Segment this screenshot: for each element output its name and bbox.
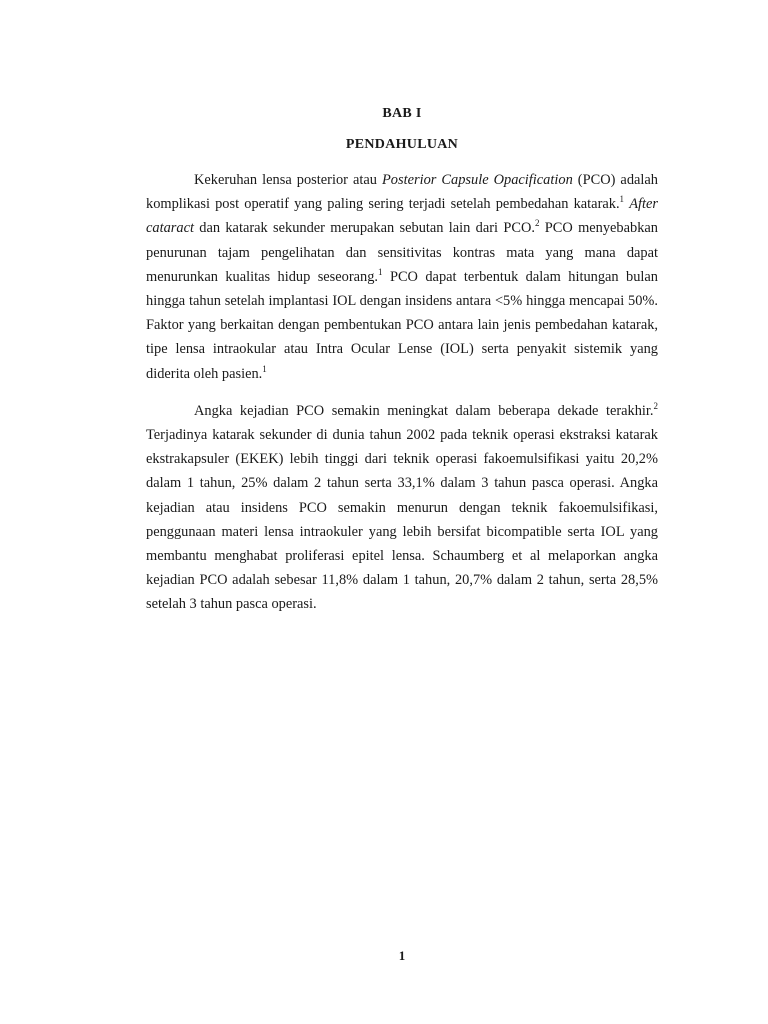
chapter-title: PENDAHULUAN — [345, 137, 459, 152]
body-paragraph — [146, 168, 658, 386]
paragraph-text: Kekeruhan lensa posterior atau — [194, 172, 382, 188]
paragraph-text: Angka kejadian PCO semakin meningkat dalam beberapa dekade terakhir. — [194, 402, 654, 419]
body-paragraph — [146, 399, 658, 617]
page-number: 1 — [398, 948, 406, 963]
paragraph-text: dan katarak sekunder merupakan sebutan lain dari PCO. — [193, 220, 535, 237]
document-body — [146, 168, 658, 630]
paragraph-text: PCO menyebabkan penurunan tajam pengelihatan dan sensitivitas kontras mata yang mana dapat menurunkan kualitas hidup seseorang. — [146, 220, 658, 285]
paragraph-text: Terjadinya katarak sekunder di dunia tahun 2002 pada teknik operasi ekstraksi katarak ekstrakapsuler (EKEK) lebih tinggi dari teknik operasi fakoemulsifikasi yaitu 20,2% dalam 1 tahun, 25% dalam 2 tahun serta 33,1% dalam 3 tahun pasca operasi. Angka kejadian atau insidens PCO semakin menurun dengan teknik fakoemulsifikasi, penggunaan materi lensa intraokuler yang lebih bersifat bicompatible serta IOL yang membantu menghabat proliferasi epitel lensa. Schaumberg et al melaporkan angka kejadian PCO adalah sebesar 11,8% dalam 1 tahun, 20,7% dalam 2 tahun, serta 28,5% setelah 3 tahun pasca operasi. — [146, 427, 658, 613]
citation-marker: 2 — [653, 400, 658, 411]
citation-marker: 1 — [262, 363, 267, 374]
italic-term: After cataract — [146, 196, 658, 237]
citation-marker: 1 — [619, 194, 625, 205]
paragraph-text: (PCO) adalah komplikasi post operatif yang paling sering terjadi setelah pembedahan katarak. — [146, 172, 658, 213]
chapter-number: BAB I — [382, 106, 422, 121]
citation-marker: 2 — [534, 218, 540, 229]
citation-marker: 1 — [378, 266, 383, 277]
italic-term: Posterior Capsule Opacification — [382, 172, 573, 188]
paragraph-text: PCO dapat terbentuk dalam hitungan bulan hingga tahun setelah implantasi IOL dengan insidens antara <5% hingga mencapai 50%. Faktor yang berkaitan dengan pembentukan PCO antara lain jenis pembedahan katarak, tipe lensa intraokular atau Intra Ocular Lense (IOL) serta penyakit sistemik yang diderita oleh pasien. — [146, 268, 658, 382]
